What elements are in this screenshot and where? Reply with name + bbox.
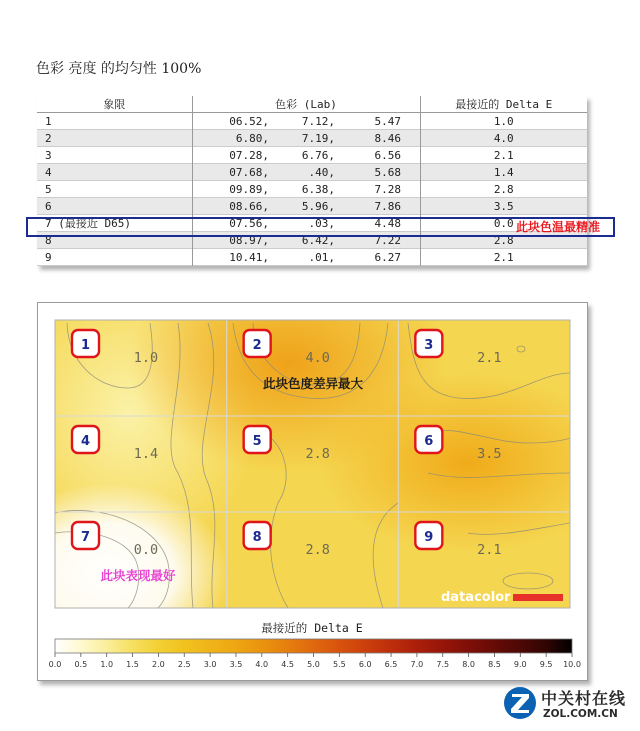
lab-a-value: 6.76, (301, 148, 335, 162)
delta-e-cell: 2.8 (420, 181, 587, 198)
table-row (37, 249, 587, 266)
delta-e-label: 2.8 (305, 446, 330, 462)
delta-e-label: 4.0 (305, 350, 330, 366)
quadrant-cell: 3 (37, 147, 192, 164)
colorbar-tick-label: 2.0 (152, 660, 165, 669)
quadrant-cell: 2 (37, 130, 192, 147)
quadrant-number: 6 (424, 434, 434, 449)
table-row (37, 181, 587, 198)
colorbar-tick-label: 1.0 (100, 660, 114, 669)
delta-e-label: 0.0 (133, 542, 159, 558)
header-quadrant: 象限 (37, 96, 192, 113)
lab-b-value: 8.46 (374, 131, 401, 145)
lab-b-value: 7.28 (374, 182, 401, 196)
colorbar-tick-label: 7.0 (410, 660, 424, 669)
delta-e-cell: 2.8 (420, 232, 587, 249)
colorbar-tick-label: 3.5 (229, 660, 243, 669)
colorbar-tick-label: 4.5 (281, 660, 295, 669)
colorbar-tick-label: 8.5 (488, 660, 501, 669)
lab-a-value: 6.42, (301, 233, 335, 247)
uniformity-heatmap-panel (37, 302, 588, 681)
page-title: 色彩 亮度 的均匀性 100% (36, 61, 202, 77)
lab-L-value: 10.41, (229, 250, 269, 264)
lab-cell (192, 181, 420, 198)
lab-a-value: .01, (308, 250, 335, 264)
table-row (37, 164, 587, 181)
quadrant-cell: 1 (37, 113, 192, 130)
lab-L-value: 07.56, (229, 216, 269, 230)
lab-cell (192, 113, 420, 130)
datacolor-logo-bar (513, 594, 563, 601)
lab-L-value: 6.80, (235, 131, 269, 145)
colorbar-tick-label: 1.5 (126, 660, 139, 669)
delta-e-label: 2.1 (477, 542, 502, 558)
colorbar-tick-label: 5.0 (307, 660, 320, 669)
datacolor-watermark: datacolor (441, 590, 511, 605)
quadrant-cell: 7 (最接近 D65) (37, 215, 192, 232)
quadrant-number: 7 (80, 530, 91, 545)
header-delta-e: 最接近的 Delta E (420, 96, 587, 113)
lab-b-value: 7.22 (374, 233, 401, 247)
quadrant-number: 3 (424, 338, 434, 353)
lab-L-value: 07.28, (229, 148, 269, 162)
lab-a-value: 7.19, (301, 131, 335, 145)
table-row (37, 198, 587, 215)
d65-annotation: 此块色温最精准 (516, 220, 601, 234)
quadrant-cell: 6 (37, 198, 192, 215)
lab-a-value: 6.38, (301, 182, 335, 196)
quadrant-cell: 9 (37, 249, 192, 266)
zol-site-name: 中关村在线 (541, 689, 627, 708)
delta-e-label: 2.8 (305, 542, 330, 558)
quadrant-number: 9 (424, 530, 434, 545)
lab-L-value: 08.97, (229, 233, 269, 247)
lab-cell (192, 130, 420, 147)
table-row (37, 130, 587, 147)
lab-cell (192, 164, 420, 181)
delta-e-label: 3.5 (477, 446, 502, 462)
colorbar-tick-label: 0.0 (48, 660, 62, 669)
lab-L-value: 07.68, (229, 165, 269, 179)
table-row (37, 113, 587, 130)
colorbar-tick-label: 9.5 (539, 660, 553, 669)
quadrant-cell: 4 (37, 164, 192, 181)
colorbar-tick-label: 6.5 (384, 660, 398, 669)
lab-a-value: 5.96, (301, 199, 335, 213)
uniformity-table (37, 96, 587, 266)
quadrant-number: 8 (252, 530, 262, 545)
delta-e-cell: 3.5 (420, 198, 587, 215)
delta-e-cell: 0.0 (420, 215, 587, 232)
colorbar-tick-label: 0.5 (74, 660, 88, 669)
lab-b-value: 6.56 (374, 148, 401, 162)
quadrant-number: 4 (80, 434, 91, 449)
colorbar (55, 639, 572, 653)
delta-e-cell: 2.1 (420, 249, 587, 266)
table-row (37, 147, 587, 164)
colorbar-tick-label: 6.0 (358, 660, 372, 669)
best-annotation: 此块表现最好 (100, 568, 176, 583)
lab-L-value: 08.66, (229, 199, 269, 213)
colorbar-tick-label: 5.5 (332, 660, 346, 669)
lab-b-value: 4.48 (374, 216, 401, 230)
lab-L-value: 06.52, (229, 114, 269, 128)
lab-cell (192, 198, 420, 215)
lab-cell (192, 249, 420, 266)
lab-a-value: .03, (308, 216, 335, 230)
zol-site-url: ZOL.COM.CN (543, 708, 618, 720)
table-header-row (37, 96, 587, 113)
lab-b-value: 7.86 (374, 199, 401, 213)
lab-b-value: 6.27 (374, 250, 401, 264)
colorbar-title: 最接近的 Delta E (261, 621, 363, 635)
colorbar-tick-label: 2.5 (177, 660, 191, 669)
colorbar-tick-label: 7.5 (436, 660, 450, 669)
quadrant-cell: 8 (37, 232, 192, 249)
lab-b-value: 5.68 (374, 165, 401, 179)
lab-a-value: 7.12, (301, 114, 335, 128)
delta-e-label: 2.1 (477, 350, 502, 366)
quadrant-number: 5 (252, 434, 262, 449)
lab-a-value: .40, (308, 165, 335, 179)
heatmap-svg (38, 303, 587, 680)
lab-b-value: 5.47 (374, 114, 401, 128)
lab-L-value: 09.89, (229, 182, 269, 196)
quadrant-number: 2 (252, 338, 262, 353)
header-lab: 色彩 (Lab) (192, 96, 420, 113)
delta-e-cell: 2.1 (420, 147, 587, 164)
colorbar-ticks (49, 653, 581, 669)
delta-e-cell: 4.0 (420, 130, 587, 147)
delta-e-label: 1.0 (133, 350, 159, 366)
quadrant-cell: 5 (37, 181, 192, 198)
delta-e-label: 1.4 (133, 446, 159, 462)
worst-annotation: 此块色度差异最大 (262, 376, 364, 391)
lab-cell (192, 147, 420, 164)
delta-e-cell: 1.0 (420, 113, 587, 130)
colorbar-tick-label: 9.0 (513, 660, 527, 669)
colorbar-tick-label: 4.0 (255, 660, 269, 669)
colorbar-tick-label: 3.0 (203, 660, 217, 669)
colorbar-tick-label: 10.0 (563, 660, 581, 669)
colorbar-tick-label: 8.0 (462, 660, 475, 669)
quadrant-number: 1 (80, 338, 91, 353)
delta-e-cell: 1.4 (420, 164, 587, 181)
